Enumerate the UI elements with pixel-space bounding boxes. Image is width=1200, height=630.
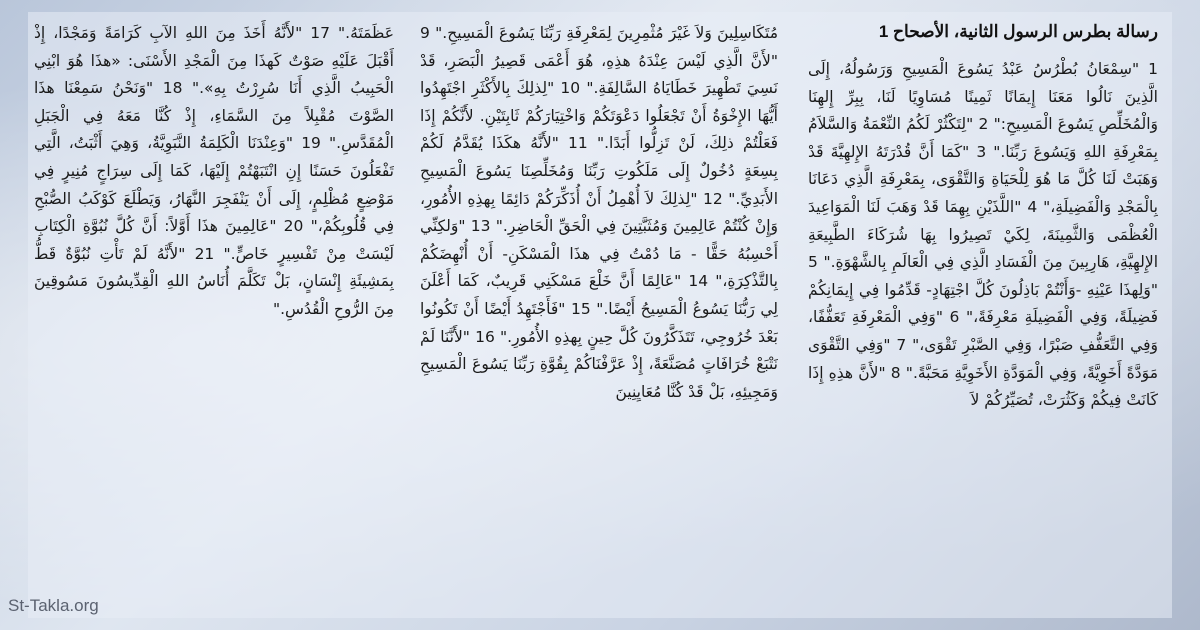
text-column-middle: [420, 20, 778, 610]
verses-1-8: 1 "سِمْعَانُ بُطْرُسُ عَبْدُ يَسُوعَ الْمَسِيحِ وَرَسُولُهُ، إِلَى الَّذِينَ نَالُوا مَعَنَا إِيمَانًا ثَمِينًا مُسَاوِيًا لَنَا، بِبِرِّ إِلهِنَا وَالْمُخَلِّصِ يَسُوعَ الْمَسِيحِ:" 2 "لِتَكْثُرْ لَكُمُ النِّعْمَةُ وَالسَّلاَمُ بِمَعْرِفَةِ اللهِ وَيَسُوعَ رَبِّنَا." 3 "كَمَا أَنَّ قُدْرَتَهُ الإِلهِيَّةَ قَدْ وَهَبَتْ لَنَا كُلَّ مَا هُوَ لِلْحَيَاةِ وَالتَّقْوَى، بِمَعْرِفَةِ الَّذِي دَعَانَا بِالْمَجْدِ وَالْفَضِيلَةِ،" 4 "اللَّذَيْنِ بِهِمَا قَدْ وَهَبَ لَنَا الْمَوَاعِيدَ الْعُظْمَى وَالثَّمِينَةَ، لِكَيْ تَصِيرُوا بِهَا شُرَكَاءَ الطَّبِيعَةِ الإِلهِيَّةِ، هَارِبِينَ مِنَ الْفَسَادِ الَّذِي فِي الْعَالَمِ بِالشَّهْوَةِ." 5 "وَلِهذَا عَيْنِهِ -وَأَنْتُمْ بَاذِلُونَ كُلَّ اجْتِهَادٍ- قَدِّمُوا فِي إِيمَانِكُمْ فَضِيلَةً، وَفِي الْفَضِيلَةِ مَعْرِفَةً،" 6 "وَفِي الْمَعْرِفَةِ تَعَفُّفًا، وَفِي التَّعَفُّفِ صَبْرًا، وَفِي الصَّبْرِ تَقْوَى،" 7 "وَفِي التَّقْوَى مَوَدَّةً أَخَوِيَّةً، وَفِي الْمَوَدَّةِ الأَخَوِيَّةِ مَحَبَّةً." 8 "لأَنَّ هذِهِ إِذَا كَانَتْ فِيكُمْ وَكَثُرَتْ، تُصَيِّرُكُمْ لاَ: [808, 60, 1158, 410]
verses-16-21: عَظَمَتَهُ." 17 "لأَنَّهُ أَخَذَ مِنَ اللهِ الآبِ كَرَامَةً وَمَجْدًا، إِذْ أَقْبَلَ عَلَيْهِ صَوْتٌ كَهذَا مِنَ الْمَجْدِ الأَسْنَى: «هذَا هُوَ ابْنِي الْحَبِيبُ الَّذِي أَنَا سُرِرْتُ بِهِ»." 18 "وَنَحْنُ سَمِعْنَا هذَا الصَّوْتَ مُقْبِلاً مِنَ السَّمَاءِ، إِذْ كُنَّا مَعَهُ فِي الْجَبَلِ الْمُقَدَّسِ." 19 "وَعِنْدَنَا الْكَلِمَةُ النَّبَوِيَّةُ، وَهِيَ أَثْبَتُ، الَّتِي تَفْعَلُونَ حَسَنًا إِنِ انْتَبَهْتُمْ إِلَيْهَا، كَمَا إِلَى سِرَاجٍ مُنِيرٍ فِي مَوْضِعٍ مُظْلِمٍ، إِلَى أَنْ يَنْفَجِرَ النَّهَارُ، وَيَطْلَعَ كَوْكَبُ الصُّبْحِ فِي قُلُوبِكُمْ،" 20 "عَالِمِينَ هذَا أَوَّلاً: أَنَّ كُلَّ نُبُوَّةِ الْكِتَابِ لَيْسَتْ مِنْ تَفْسِيرٍ خَاصٍّ." 21 "لأَنَّهُ لَمْ تَأْتِ نُبُوَّةٌ قَطُّ بِمَشِيئَةِ إِنْسَانٍ، بَلْ تَكَلَّمَ أُنَاسُ اللهِ الْقِدِّيسُونَ مَسُوقِينَ مِنَ الرُّوحِ الْقُدُسِ.": [34, 24, 394, 318]
chapter-title: رسالة بطرس الرسول الثانية، الأصحاح 1: [878, 22, 1158, 41]
text-column-left: [34, 20, 394, 610]
site-watermark: St-Takla.org: [8, 596, 99, 615]
text-column-right: [808, 20, 1158, 610]
verses-8-16: مُتَكَاسِلِينَ وَلاَ غَيْرَ مُثْمِرِينَ لِمَعْرِفَةِ رَبِّنَا يَسُوعَ الْمَسِيحِ." 9 "لأَنَّ الَّذِي لَيْسَ عِنْدَهُ هذِهِ، هُوَ أَعْمَى قَصِيرُ الْبَصَرِ، قَدْ نَسِيَ تَطْهِيرَ خَطَايَاهُ السَّالِفَةِ." 10 "لِذلِكَ بِالأَكْثَرِ اجْتَهِدُوا أَيُّهَا الإِخْوَةُ أَنْ تَجْعَلُوا دَعْوَتَكُمْ وَاخْتِيَارَكُمْ ثَابِتَيْنِ. لأَنَّكُمْ إِذَا فَعَلْتُمْ ذلِكَ، لَنْ تَزِلُّوا أَبَدًا." 11 "لأَنَّهُ هكَذَا يُقَدَّمُ لَكُمْ بِسِعَةٍ دُخُولٌ إِلَى مَلَكُوتِ رَبِّنَا وَمُخَلِّصِنَا يَسُوعَ الْمَسِيحِ الأَبَدِيِّ." 12 "لِذلِكَ لاَ أُهْمِلُ أَنْ أُذَكِّرَكُمْ دَائِمًا بِهذِهِ الأُمُورِ، وَإِنْ كُنْتُمْ عَالِمِينَ وَمُثَبَّتِينَ فِي الْحَقِّ الْحَاضِرِ." 13 "وَلكِنِّي أَحْسِبُهُ حَقًّا - مَا دُمْتُ فِي هذَا الْمَسْكَنِ- أَنْ أُنْهِضَكُمْ بِالتَّذْكِرَةِ،" 14 "عَالِمًا أَنَّ خَلْعَ مَسْكَنِي قَرِيبٌ، كَمَا أَعْلَنَ لِي رَبُّنَا يَسُوعُ الْمَسِيحُ أَيْضًا." 15 "فَأَجْتَهِدُ أَيْضًا أَنْ تَكُونُوا بَعْدَ خُرُوجِي، تَتَذَكَّرُونَ كُلَّ حِينٍ بِهذِهِ الأُمُورِ." 16 "لأَنَّنَا لَمْ نَتْبَعْ خُرَافَاتٍ مُصَنَّعَةً، إِذْ عَرَّفْنَاكُمْ بِقُوَّةِ رَبِّنَا يَسُوعَ الْمَسِيحِ وَمَجِيئِهِ، بَلْ قَدْ كُنَّا مُعَايِنِينَ: [420, 24, 778, 401]
